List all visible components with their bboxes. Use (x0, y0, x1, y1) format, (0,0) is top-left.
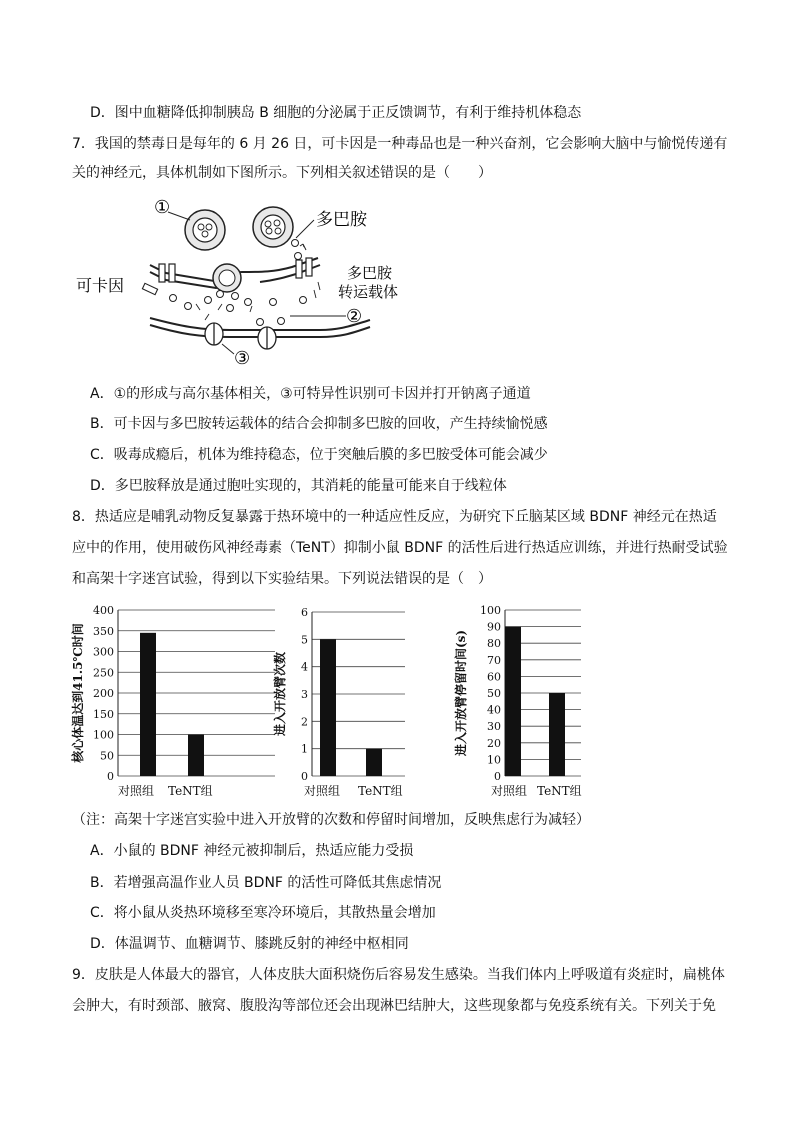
y-tick-label: 400 (93, 604, 114, 617)
y-tick-label: 6 (301, 606, 308, 619)
category-label: TeNT组 (168, 784, 213, 798)
q7-option-b: B．可卡因与多巴胺转运载体的结合会抑制多巴胺的回收，产生持续愉悦感 (90, 416, 548, 432)
chart-open-arm-entries (270, 598, 410, 803)
y-tick-label: 10 (487, 753, 501, 767)
y-tick-label: 100 (93, 728, 114, 742)
q7-option-c: C．吸毒成瘾后，机体为维持稳态，位于突触后膜的多巴胺受体可能会减少 (90, 447, 548, 463)
dopamine-label: 多巴胺 (316, 210, 367, 230)
y-tick-label: 4 (301, 660, 308, 674)
y-axis-label: 核心体温达到41.5℃时间 (71, 623, 85, 763)
y-tick-label: 2 (301, 715, 308, 729)
y-tick-label: 100 (480, 604, 501, 617)
y-tick-label: 3 (301, 688, 308, 701)
y-tick-label: 70 (487, 653, 501, 667)
q8-stem-line-2: 应中的作用，使用破伤风神经毒素（TeNT）抑制小鼠 BDNF 的活性后进行热适应训练，并进行热耐受试验 (72, 540, 728, 556)
q7-stem-line-1: 7．我国的禁毒日是每年的 6 月 26 日，可卡因是一种毒品也是一种兴奋剂，它会影响大脑中与愉悦传递有 (72, 136, 728, 152)
vesicle-1 (185, 210, 225, 250)
bar-control (505, 627, 521, 776)
bar-control (320, 639, 336, 776)
transporter-label-1: 多巴胺 (347, 264, 393, 282)
y-tick-label: 30 (487, 720, 501, 734)
chart-open-arm-time (453, 598, 593, 803)
y-tick-label: 150 (93, 707, 114, 721)
bar-tent (188, 735, 204, 777)
synapse-diagram (70, 190, 399, 370)
y-tick-label: 300 (93, 645, 114, 659)
q8-option-b: B．若增强高温作业人员 BDNF 的活性可降低其焦虑情况 (90, 875, 442, 891)
chart-core-temperature (70, 598, 280, 803)
bar-tent (549, 693, 565, 776)
q8-option-a: A．小鼠的 BDNF 神经元被抑制后，热适应能力受损 (90, 843, 414, 859)
q9-stem-line-1: 9．皮肤是人体最大的器官，人体皮肤大面积烧伤后容易发生感染。当我们体内上呼吸道有炎症时，扁桃体 (72, 967, 725, 983)
y-tick-label: 50 (100, 749, 114, 763)
y-tick-label: 0 (301, 770, 308, 783)
y-tick-label: 5 (301, 633, 308, 647)
y-tick-label: 0 (494, 770, 501, 783)
y-tick-label: 0 (107, 770, 114, 783)
y-tick-label: 1 (301, 742, 308, 756)
q8-stem-line-1: 8．热适应是哺乳动物反复暴露于热环境中的一种适应性反应，为研究下丘脑某区域 BDNF 神经元在热适 (72, 509, 717, 525)
category-label: TeNT组 (358, 784, 403, 798)
category-label: 对照组 (304, 784, 341, 798)
y-tick-label: 50 (487, 687, 501, 700)
y-tick-label: 40 (487, 703, 501, 717)
bar-tent (366, 749, 382, 776)
q8-note: （注：高架十字迷宫实验中进入开放臂的次数和停留时间增加，反映焦虑行为减轻） (72, 812, 590, 828)
category-label: TeNT组 (537, 784, 582, 798)
q8-option-d: D．体温调节、血糖调节、膝跳反射的神经中枢相同 (90, 936, 409, 952)
q7-option-d: D．多巴胺释放是通过胞吐实现的，其消耗的能量可能来自于线粒体 (90, 478, 507, 494)
q6-option-d: D．图中血糖降低抑制胰岛 B 细胞的分泌属于正反馈调节，有利于维持机体稳态 (90, 105, 582, 121)
y-tick-label: 350 (93, 624, 114, 638)
q8-stem-line-3: 和高架十字迷宫试验，得到以下实验结果。下列说法错误的是（ ） (72, 571, 492, 587)
y-axis-label: 进入开放臂次数 (273, 651, 287, 737)
label-1: ① (154, 197, 171, 218)
category-label: 对照组 (491, 784, 528, 798)
y-tick-label: 60 (487, 670, 501, 684)
q9-stem-line-2: 会肿大，有时颈部、腋窝、腹股沟等部位还会出现淋巴结肿大，这些现象都与免疫系统有关。下列关于免 (72, 998, 716, 1014)
label-2: ② (346, 306, 363, 327)
category-label: 对照组 (118, 784, 155, 798)
transporter-label-2: 转运载体 (338, 283, 399, 301)
q7-stem-line-2: 关的神经元，具体机制如下图所示。下列相关叙述错误的是（ ） (72, 165, 492, 181)
q8-option-c: C．将小鼠从炎热环境移至寒冷环境后，其散热量会增加 (90, 905, 436, 921)
y-tick-label: 80 (487, 637, 501, 651)
bar-control (140, 633, 156, 776)
y-tick-label: 20 (487, 736, 501, 750)
label-3: ③ (234, 348, 251, 369)
y-axis-label: 进入开放臂停留时间(s) (454, 629, 468, 757)
vesicle-2 (253, 207, 293, 247)
y-tick-label: 200 (93, 687, 114, 700)
y-tick-label: 250 (93, 666, 114, 680)
q7-option-a: A．①的形成与高尔基体相关，③可特异性识别可卡因并打开钠离子通道 (90, 386, 531, 402)
y-tick-label: 90 (487, 620, 501, 634)
cocaine-label: 可卡因 (76, 276, 125, 295)
